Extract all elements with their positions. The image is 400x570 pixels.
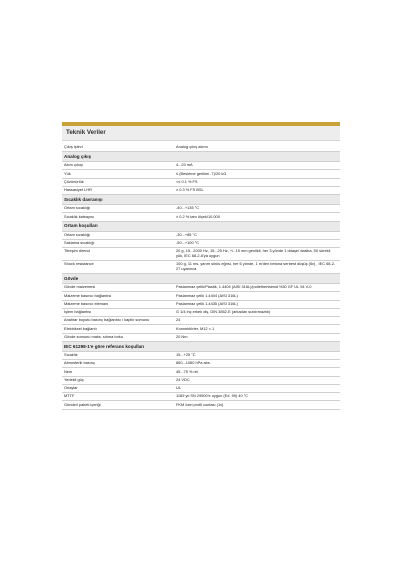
- section-label: Gövde: [62, 274, 340, 284]
- table-row: [62, 186, 340, 194]
- row-value: 45...75 % rel.: [174, 368, 340, 376]
- row-label: Sıcaklık katsayısı: [62, 213, 174, 221]
- table-row: [62, 178, 340, 186]
- table-row: [62, 360, 340, 368]
- table-row: [62, 351, 340, 359]
- row-value: -30...+85 °C: [174, 231, 340, 239]
- section-header: [62, 152, 340, 162]
- row-value: 860...1060 hPa abs.: [174, 360, 340, 368]
- row-label: Titreşim direnci: [62, 248, 174, 261]
- table-row: [62, 231, 340, 239]
- row-value: Paslanmaz çelik/Plastik, 1.4404 (AISI 316L)/polietherfaimid %30 GF UL 94 V-0: [174, 284, 340, 292]
- row-label: Elektriksel bağlantı: [62, 325, 174, 333]
- row-label: Shock resistance: [62, 261, 174, 274]
- row-value: <≤ 0.1 % FS: [174, 178, 340, 186]
- row-label: Yedekli güç: [62, 376, 174, 384]
- table-row: [62, 170, 340, 178]
- row-label: Saklama sıcaklığı: [62, 239, 174, 247]
- row-label: Sıcaklık: [62, 351, 174, 359]
- table-row: [62, 300, 340, 308]
- page-title: Teknik Veriler: [62, 126, 340, 141]
- row-value: Paslanmaz çelik 1.4435 (AISI 316L): [174, 300, 340, 308]
- row-label: Malzeme basıncı bağlantısı: [62, 292, 174, 300]
- section-header: [62, 221, 340, 231]
- table-row: [62, 292, 340, 300]
- table-row: [62, 368, 340, 376]
- table-row: [62, 205, 340, 213]
- row-label: Gövde malzemesi: [62, 284, 174, 292]
- row-value: Paslanmaz çelik 1.4404 (AISI 316L): [174, 292, 340, 300]
- section-label: Sıcaklık davranışı: [62, 195, 340, 205]
- table-row: [62, 144, 340, 152]
- row-value: Konnektörler, M12 × 1: [174, 325, 340, 333]
- section-label: Analog çıkış: [62, 152, 340, 162]
- table-row: [62, 393, 340, 401]
- section-label: Ortam koşulları: [62, 221, 340, 231]
- table-row: [62, 213, 340, 221]
- row-label: Ortam sıcaklığı: [62, 231, 174, 239]
- row-value: 20 Nm: [174, 333, 340, 341]
- row-label: Akım çıkışı: [62, 162, 174, 170]
- row-value: 100 g, 11 ms, yarım sinüs eğrisi, her 6 yönde, 1 m'den betona serbest düşüş (5x) , IEC 68-2-27 uyarınca: [174, 261, 340, 274]
- row-label: Onaylar: [62, 384, 174, 392]
- row-label: Çözünürlük: [62, 178, 174, 186]
- row-label: Ortam sıcaklığı: [62, 205, 174, 213]
- table-row: [62, 308, 340, 316]
- row-value: ± 0.3 % FS BSL: [174, 186, 340, 194]
- row-value: 1189 yıl SN 29500'e uygun (Ed. 99) 40 °C: [174, 393, 340, 401]
- section-header: [62, 341, 340, 351]
- row-value: -40...+135 °C: [174, 205, 340, 213]
- table-row: [62, 333, 340, 341]
- row-label: Atmosferik basınç: [62, 360, 174, 368]
- row-value: 4...20 mA: [174, 162, 340, 170]
- row-label: Anahtar boyutu basınç bağlantısı / kaplin somunu: [62, 317, 174, 325]
- row-value: 20 g, 15...2000 Hz, 15...25 Hz, +/- 15 mm genlikli, her 3 yönde 1 ddaşe/ dakika, 50 sürekli yük, IEC 68-2-6'ya uygun: [174, 248, 340, 261]
- row-label: Gönderi paketi içeriği: [62, 401, 174, 409]
- header: [62, 122, 340, 141]
- row-label: Malzeme basıncı elemanı: [62, 300, 174, 308]
- table-row: [62, 284, 340, 292]
- row-label: Nem: [62, 368, 174, 376]
- row-label: Hassasiyet LHR: [62, 186, 174, 194]
- table-row: [62, 248, 340, 261]
- table-row: [62, 325, 340, 333]
- table-row: [62, 317, 340, 325]
- table-row: [62, 162, 340, 170]
- table-row: [62, 239, 340, 247]
- section-header: [62, 195, 340, 205]
- table-row: [62, 384, 340, 392]
- row-label: Gövde somunu maks. sıkma torku: [62, 333, 174, 341]
- table-row: [62, 376, 340, 384]
- table-row: [62, 261, 340, 274]
- row-label: MTTF: [62, 393, 174, 401]
- row-value: Analog çıkış akımı: [174, 144, 340, 152]
- row-value: -50...+100 °C: [174, 239, 340, 247]
- row-value: UL: [174, 384, 340, 392]
- row-value: 24: [174, 317, 340, 325]
- section-header: [62, 274, 340, 284]
- row-value: ≤ (Besleme gerilimi -7)/20 kΩ: [174, 170, 340, 178]
- row-value: 24 VDC: [174, 376, 340, 384]
- row-value: ± 0.2 % tam ölçek/10.000: [174, 213, 340, 221]
- row-value: 15...+25 °C: [174, 351, 340, 359]
- row-value: G 1/4 inç erkek diş, DIN 3852-E (arkadan sızdırmazlık): [174, 308, 340, 316]
- section-label: IEC 61298-1'e göre referans koşulları: [62, 341, 340, 351]
- row-label: Çıkış işlevi: [62, 144, 174, 152]
- row-label: Yük: [62, 170, 174, 178]
- row-value: FKM özel profil contası (1x): [174, 401, 340, 409]
- row-label: İşlem bağlantısı: [62, 308, 174, 316]
- spec-table: [62, 144, 340, 410]
- table-row: [62, 401, 340, 409]
